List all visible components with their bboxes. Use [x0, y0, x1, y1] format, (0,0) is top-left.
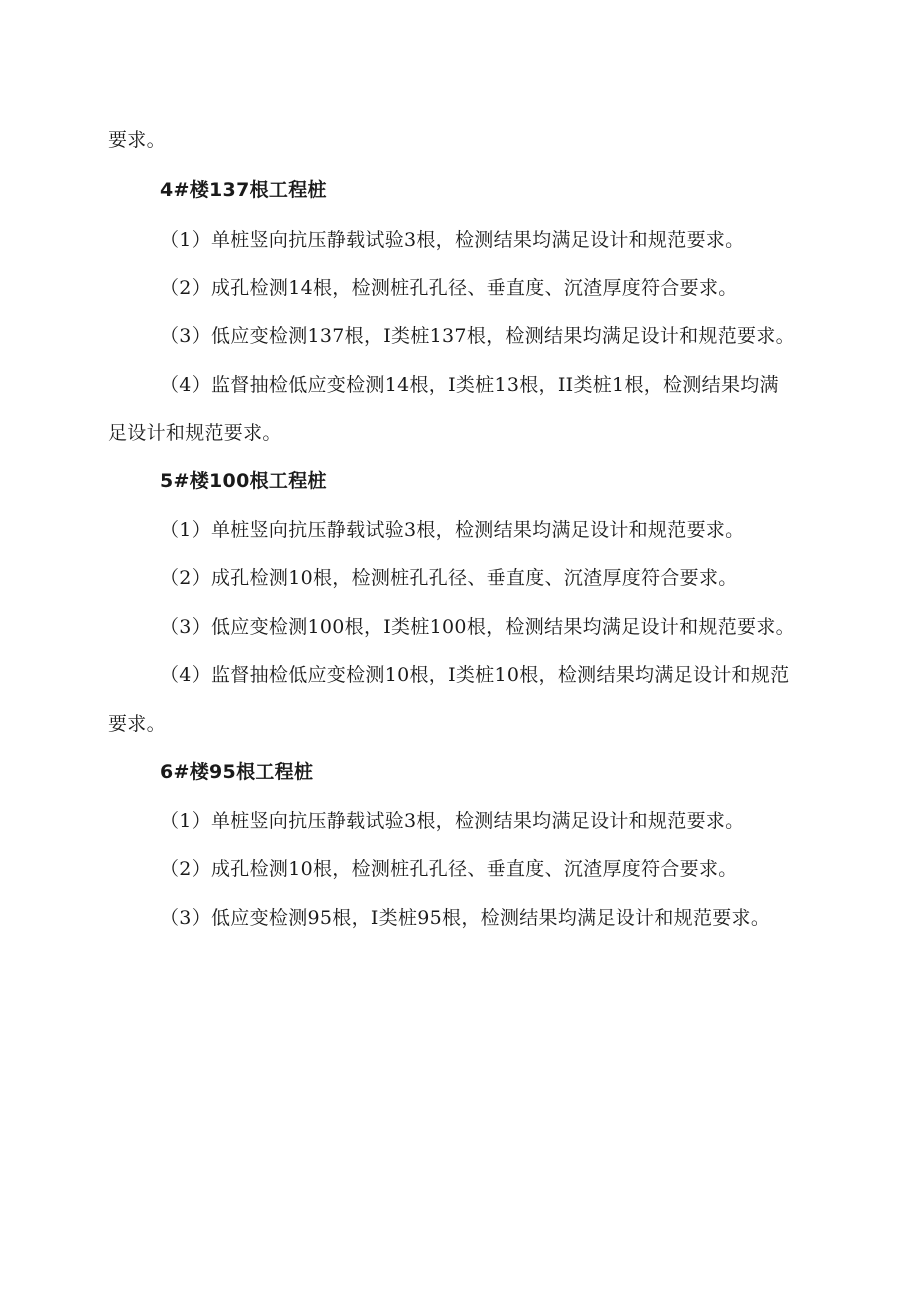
list-item: （1）单桩竖向抗压静载试验3根，检测结果均满足设计和规范要求。 — [160, 519, 745, 541]
list-item: （3）低应变检测95根，I类桩95根，检测结果均满足设计和规范要求。 — [160, 907, 771, 929]
list-item: （2）成孔检测10根，检测桩孔孔径、垂直度、沉渣厚度符合要求。 — [160, 567, 738, 589]
list-item: （2）成孔检测14根，检测桩孔孔径、垂直度、沉渣厚度符合要求。 — [160, 277, 738, 299]
paragraph-continuation: 要求。 — [108, 129, 166, 151]
list-item-continuation: 要求。 — [108, 713, 166, 735]
list-item: （4）监督抽检低应变检测10根，I类桩10根，检测结果均满足设计和规范 — [160, 664, 790, 686]
list-item: （2）成孔检测10根，检测桩孔孔径、垂直度、沉渣厚度符合要求。 — [160, 858, 738, 880]
section-heading-building-6: 6#楼95根工程桩 — [160, 761, 314, 783]
list-item: （1）单桩竖向抗压静载试验3根，检测结果均满足设计和规范要求。 — [160, 229, 745, 251]
list-item: （1）单桩竖向抗压静载试验3根，检测结果均满足设计和规范要求。 — [160, 810, 745, 832]
list-item: （4）监督抽检低应变检测14根，I类桩13根，II类桩1根，检测结果均满 — [160, 374, 779, 396]
list-item-continuation: 足设计和规范要求。 — [108, 422, 282, 444]
section-heading-building-5: 5#楼100根工程桩 — [160, 470, 327, 492]
list-item: （3）低应变检测137根，I类桩137根，检测结果均满足设计和规范要求。 — [160, 325, 795, 347]
list-item: （3）低应变检测100根，I类桩100根，检测结果均满足设计和规范要求。 — [160, 616, 795, 638]
section-heading-building-4: 4#楼137根工程桩 — [160, 179, 327, 201]
